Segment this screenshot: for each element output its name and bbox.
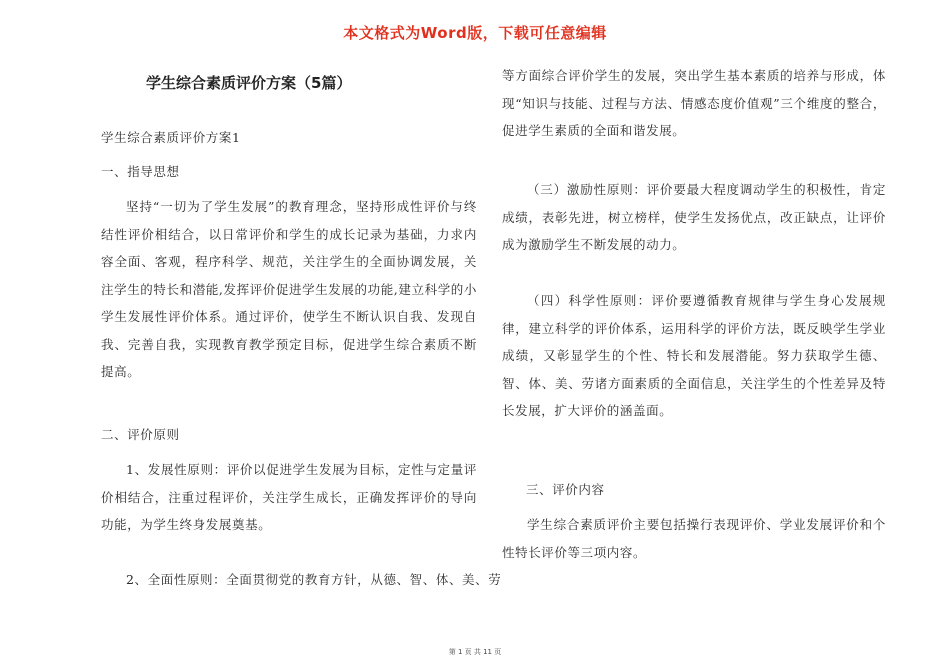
paragraph-scientific-principle: （四）科学性原则：评价要遵循教育规律与学生身心发展规律，建立科学的评价体系，运用科学的评价方法，既反映学生学业成绩，又彰显学生的个性、特长和发展潜能。努力获取学生德、智、体、美、劳诸方面素质的全面信息，关注学生的个性差异及特长发展，扩大评价的涵盖面。 bbox=[502, 293, 886, 418]
paragraph-evaluation-content: 学生综合素质评价主要包括操行表现评价、学业发展评价和个性特长评价等三项内容。 bbox=[502, 517, 886, 560]
word-format-banner: 本文格式为Word版，下载可任意编辑 bbox=[343, 24, 607, 42]
paragraph-incentive-principle: （三）激励性原则：评价要最大程度调动学生的积极性，肯定成绩，表彰先进，树立榜样，使学生发扬优点，改正缺点，让评价成为激励学生不断发展的动力。 bbox=[502, 182, 886, 252]
section-heading-principles: 二、评价原则 bbox=[101, 427, 180, 442]
section-heading-guiding-thought: 一、指导思想 bbox=[101, 164, 180, 179]
paragraph-development-principle: 1、发展性原则：评价以促进学生发展为目标，定性与定量评价相结合，注重过程评价，关注学生成长，正确发挥评价的导向功能，为学生终身发展奠基。 bbox=[101, 462, 477, 532]
document-title: 学生综合素质评价方案（5篇） bbox=[146, 74, 352, 92]
paragraph-comprehensive-principle-cont: 等方面综合评价学生的发展，突出学生基本素质的培养与形成，体现“知识与技能、过程与方法、情感态度价值观”三个维度的整合，促进学生素质的全面和谐发展。 bbox=[502, 68, 886, 138]
paragraph-guiding-thought: 坚持“一切为了学生发展”的教育理念，坚持形成性评价与终结性评价相结合，以日常评价和学生的成长记录为基础，力求内容全面、客观，程序科学、规范，关注学生的全面协调发展，关注学生的特长和潜能,发挥评价促进学生发展的功能,建立科学的小学生发展性评价体系。通过评价，使学生不断认识自我、发现自我、完善自我，实现教育教学预定目标，促进学生综合素质不断提高。 bbox=[101, 199, 477, 379]
paragraph-comprehensive-principle-start: 2、全面性原则：全面贯彻党的教育方针，从德、智、体、美、劳 bbox=[126, 572, 502, 587]
page-number-footer: 第 1 页 共 11 页 bbox=[448, 648, 502, 656]
subtitle: 学生综合素质评价方案1 bbox=[101, 130, 241, 145]
section-heading-evaluation-content: 三、评价内容 bbox=[526, 482, 605, 497]
